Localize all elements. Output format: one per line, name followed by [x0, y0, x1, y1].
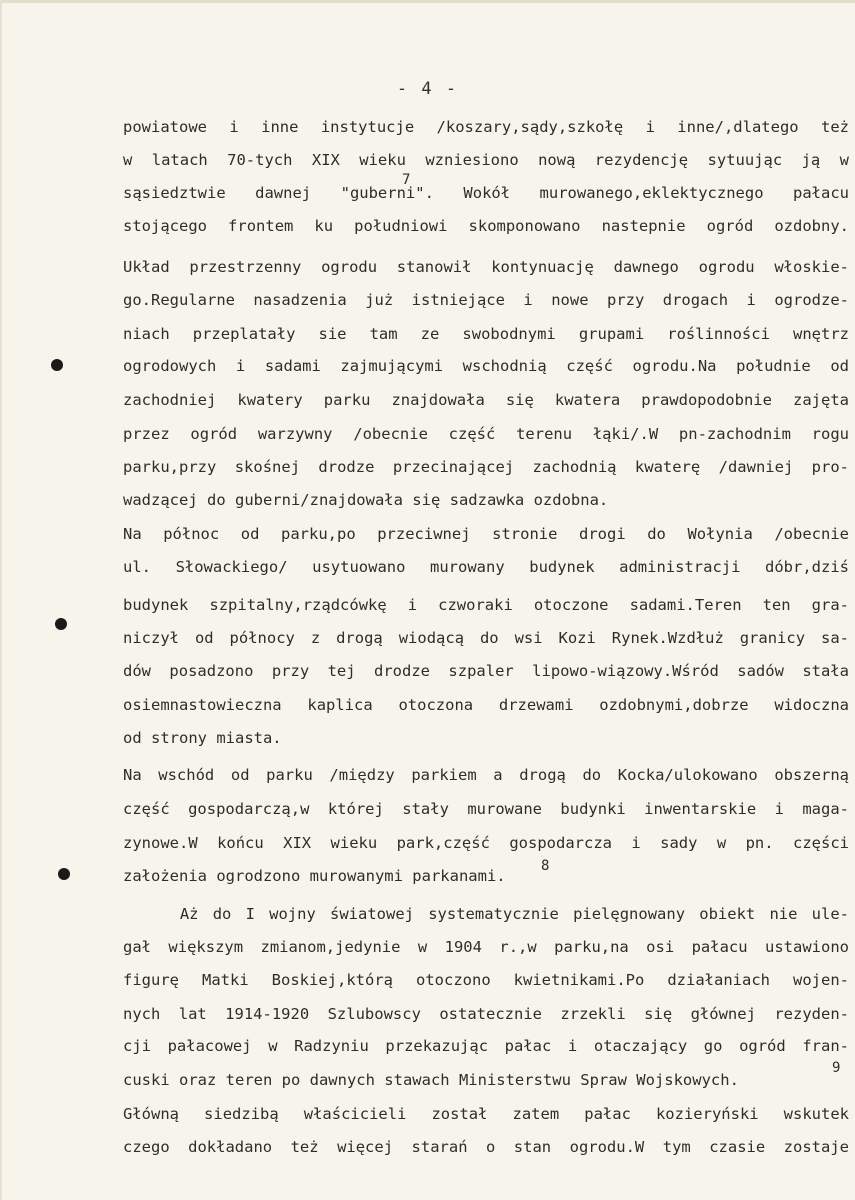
text-line: Aż do I wojny światowej systematycznie pielęgnowany obiekt nie ule- — [123, 905, 849, 923]
footnote-marker: 8 — [541, 858, 550, 874]
text-line: część gospodarczą,w której stały murowane budynki inwentarskie i maga- — [123, 800, 849, 818]
text-line: ogrodowych i sadami zajmującymi wschodnią część ogrodu.Na południe od — [123, 357, 849, 375]
text-line: założenia ogrodzono murowanymi parkanami. — [123, 867, 506, 885]
text-line: niczył od północy z drogą wiodącą do wsi Kozi Rynek.Wzdłuż granicy sa- — [123, 629, 849, 647]
text-line: zachodniej kwatery parku znajdowała się kwatera prawdopodobnie zajęta — [123, 391, 849, 409]
text-line: osiemnastowieczna kaplica otoczona drzewami ozdobnymi,dobrze widoczna — [123, 696, 849, 714]
footnote-marker: 7 — [402, 172, 411, 188]
text-line: Układ przestrzenny ogrodu stanowił kontynuację dawnego ogrodu włoskie- — [123, 258, 849, 276]
paper-edge — [0, 0, 855, 3]
text-line: figurę Matki Boskiej,którą otoczono kwietnikami.Po działaniach wojen- — [123, 971, 849, 989]
text-line: stojącego frontem ku południowi skomponowano nastepnie ogród ozdobny. — [123, 217, 849, 235]
text-line: od strony miasta. — [123, 729, 282, 747]
text-line: ul. Słowackiego/ usytuowano murowany budynek administracji dóbr,dziś — [123, 558, 849, 576]
text-line: Na wschód od parku /między parkiem a drogą do Kocka/ulokowano obszerną — [123, 766, 849, 784]
text-line: wadzącej do guberni/znajdowała się sadzawka ozdobna. — [123, 491, 609, 509]
text-line: dów posadzono przy tej drodze szpaler lipowo-wiązowy.Wśród sadów stała — [123, 662, 849, 680]
text-line: go.Regularne nasadzenia już istniejące i nowe przy drogach i ogrodze- — [123, 291, 849, 309]
punch-hole — [58, 868, 70, 880]
text-line: niach przeplatały sie tam ze swobodnymi grupami roślinności wnętrz — [123, 325, 849, 343]
page-number: - 4 - — [396, 79, 459, 99]
footnote-marker: 9 — [832, 1060, 841, 1076]
text-line: budynek szpitalny,rządcówkę i czworaki otoczone sadami.Teren ten gra- — [123, 596, 849, 614]
text-line: Główną siedzibą właścicieli został zatem pałac kozieryński wskutek — [123, 1105, 849, 1123]
text-line: zynowe.W końcu XIX wieku park,część gospodarcza i sady w pn. części — [123, 834, 849, 852]
text-line: parku,przy skośnej drodze przecinającej zachodnią kwaterę /dawniej pro- — [123, 458, 849, 476]
text-line: przez ogród warzywny /obecnie część terenu łąki/.W pn-zachodnim rogu — [123, 425, 849, 443]
text-line: czego dokładano też więcej starań o stan ogrodu.W tym czasie zostaje — [123, 1138, 849, 1156]
text-line: Na północ od parku,po przeciwnej stronie drogi do Wołynia /obecnie — [123, 525, 849, 543]
punch-hole — [55, 618, 67, 630]
paper-edge — [0, 0, 2, 1200]
text-line: gał większym zmianom,jedynie w 1904 r.,w parku,na osi pałacu ustawiono — [123, 938, 849, 956]
text-line: sąsiedztwie dawnej "guberni". Wokół murowanego,eklektycznego pałacu — [123, 184, 849, 202]
text-line: powiatowe i inne instytucje /koszary,sądy,szkołę i inne/,dlatego też — [123, 118, 849, 136]
text-line: cji pałacowej w Radzyniu przekazując pałac i otaczający go ogród fran- — [123, 1037, 849, 1055]
punch-hole — [51, 359, 63, 371]
text-line: w latach 70-tych XIX wieku wzniesiono nową rezydencję sytuując ją w — [123, 151, 849, 169]
text-line: cuski oraz teren po dawnych stawach Ministerstwu Spraw Wojskowych. — [123, 1071, 739, 1089]
text-line: nych lat 1914-1920 Szlubowscy ostatecznie zrzekli się głównej rezyden- — [123, 1005, 849, 1023]
